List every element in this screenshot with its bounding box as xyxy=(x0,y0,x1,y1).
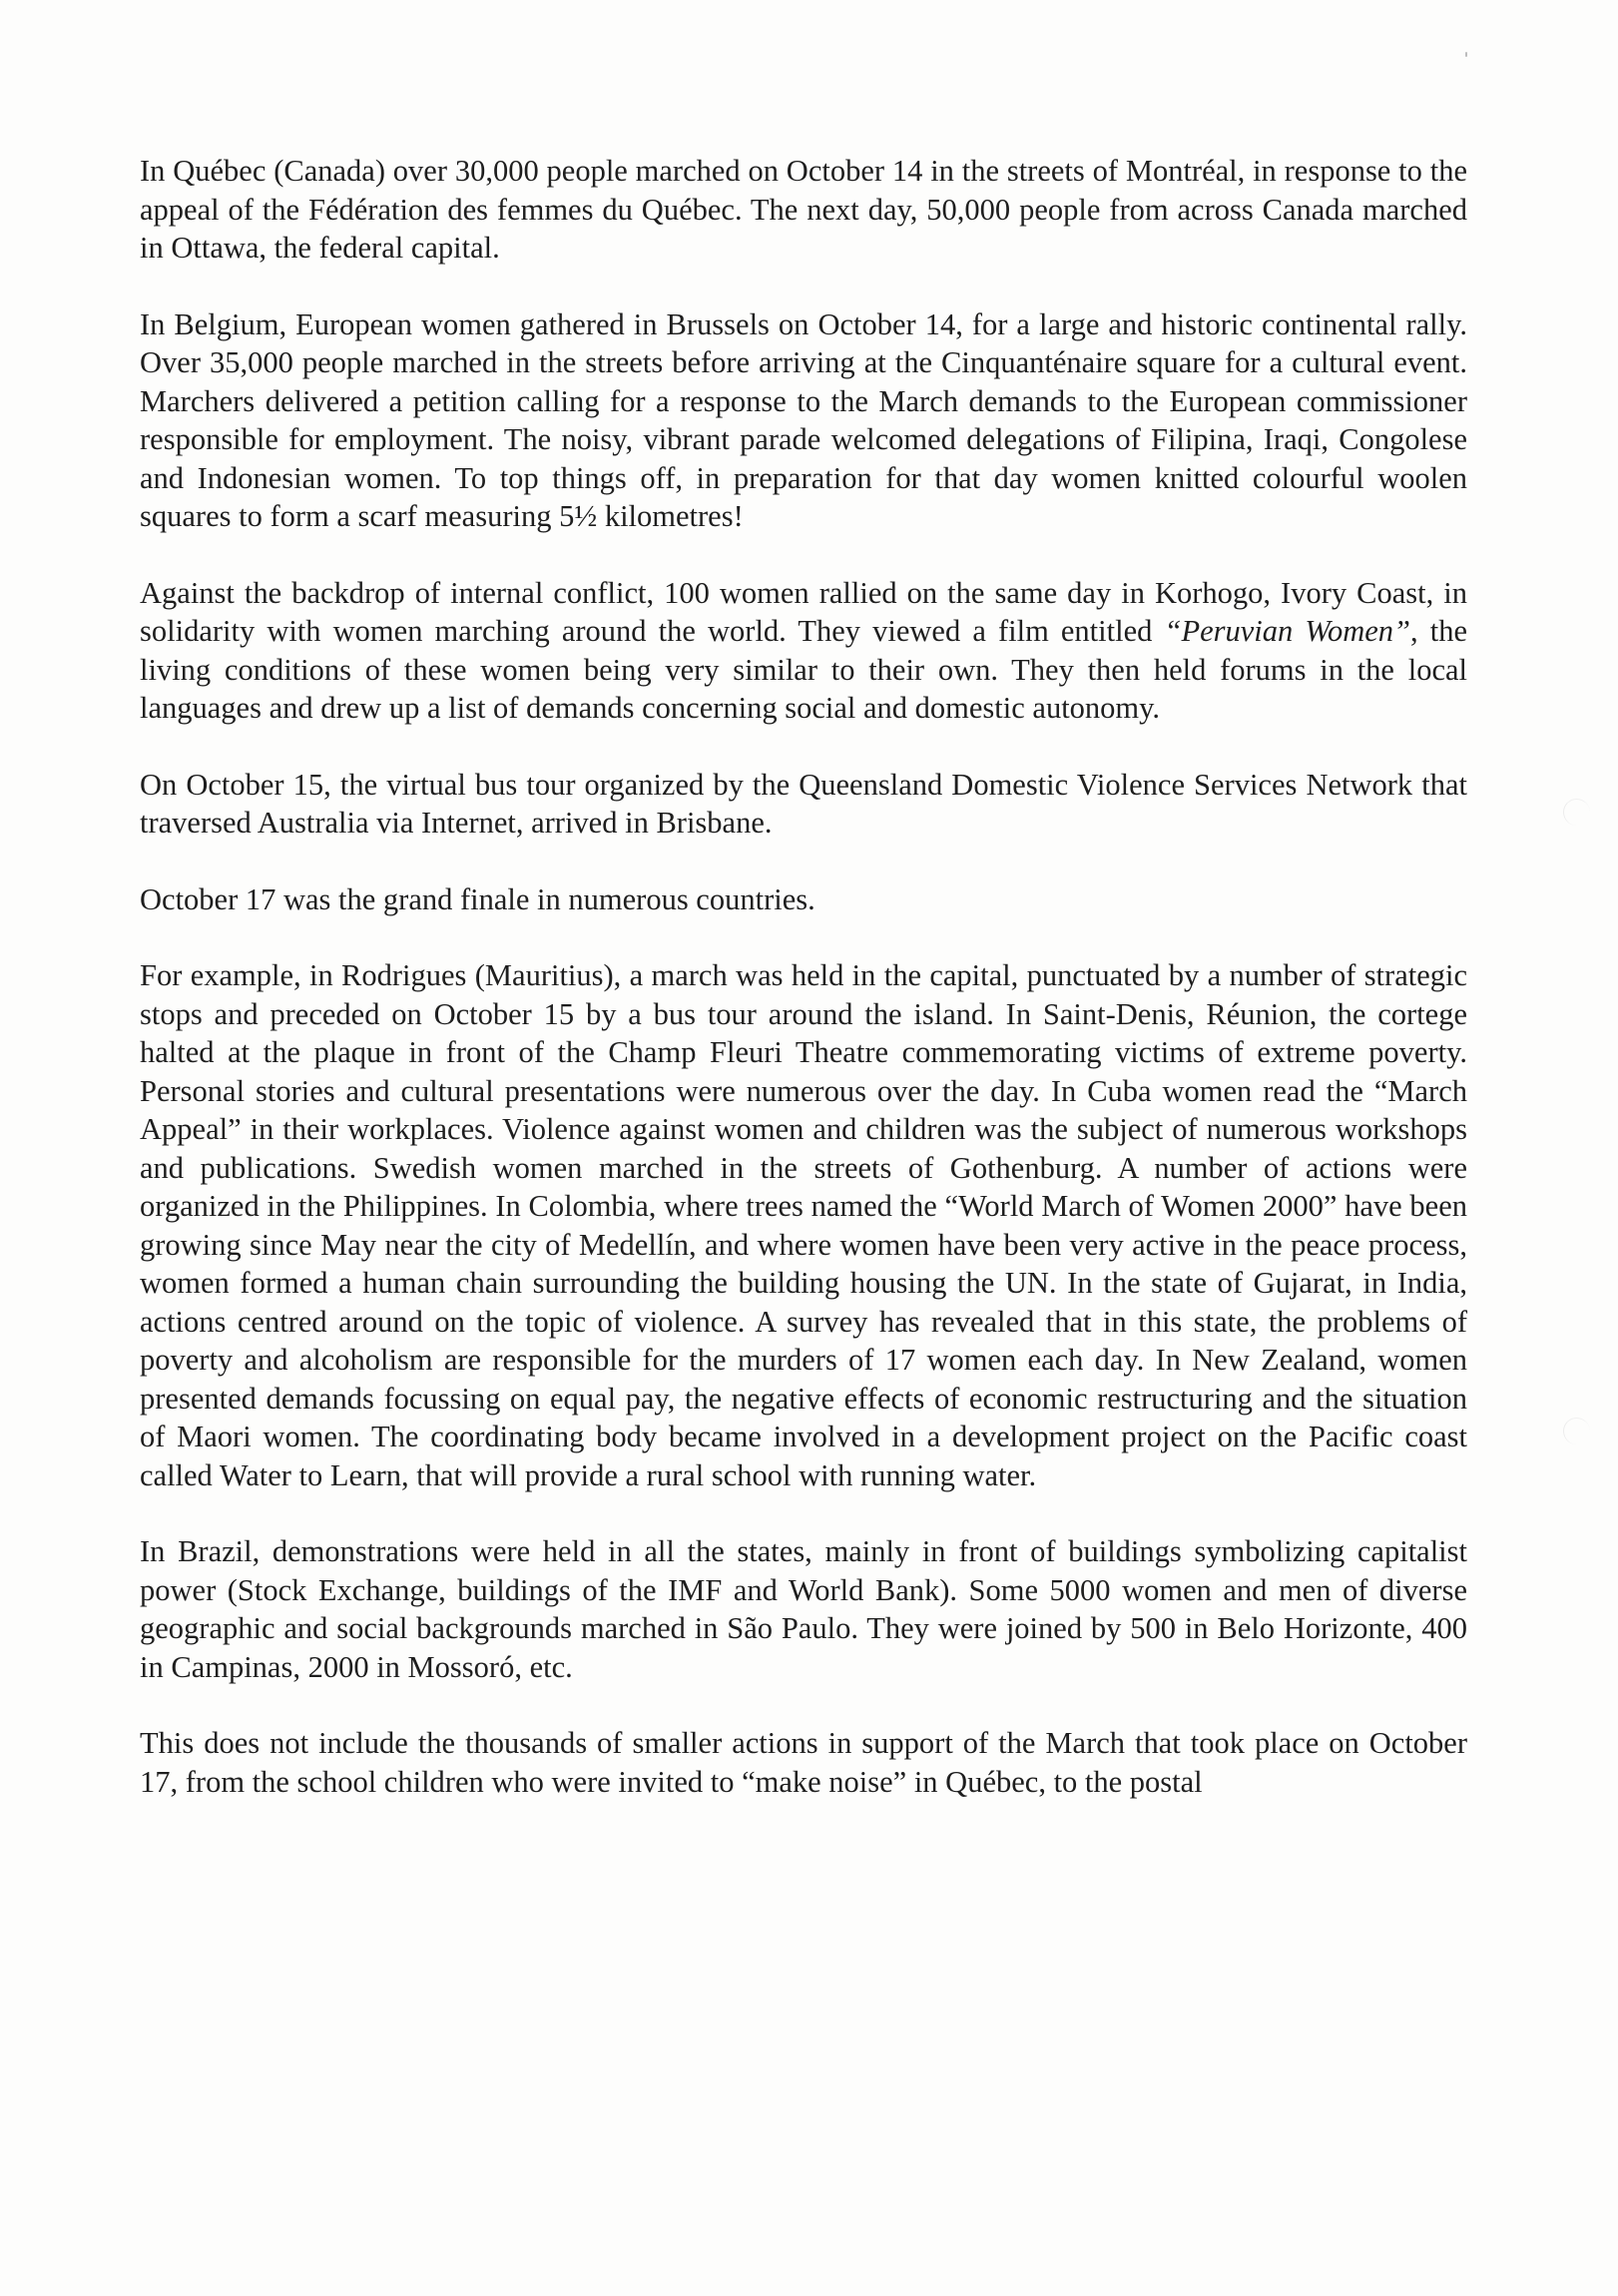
text-run: In Québec (Canada) over 30,000 people marched on October 14 in the streets of Montréal, in response to the appeal of the Fédération des femmes du Québec. The next day, 50,000 people from across Canada marched in Ottawa, the federal capital. xyxy=(140,154,1467,265)
text-run: On October 15, the virtual bus tour organized by the Queensland Domestic Violence Services Network that traversed Australia via Internet, arrived in Brisbane. xyxy=(140,767,1467,840)
scan-artifact xyxy=(1563,1418,1590,1444)
text-run: This does not include the thousands of smaller actions in support of the March that took place on October 17, from the school children who were invited to “make noise” in Québec, to the postal xyxy=(140,1726,1467,1799)
paragraph xyxy=(140,956,1467,1494)
text-run: In Brazil, demonstrations were held in all the states, mainly in front of buildings symbolizing capitalist power (Stock Exchange, buildings of the IMF and World Bank). Some 5000 women and men of diverse geographic and social backgrounds marched in São Paulo. They were joined by 500 in Belo Horizonte, 400 in Campinas, 2000 in Mossoró, etc. xyxy=(140,1534,1467,1684)
paragraph xyxy=(140,152,1467,268)
scan-artifact xyxy=(1563,799,1590,826)
paragraph xyxy=(140,305,1467,536)
paragraph xyxy=(140,766,1467,843)
italic-title: “Peruvian Women” xyxy=(1164,614,1410,648)
text-run: In Belgium, European women gathered in Brussels on October 14, for a large and historic continental rally. Over 35,000 people marched in the streets before arriving at the Cinquanténaire square for a cultural event. Marchers delivered a petition calling for a response to the March demands to the European commissioner responsible for employment. The noisy, vibrant parade welcomed delegations of Filipina, Iraqi, Congolese and Indonesian women. To top things off, in preparation for that day women knitted colourful woolen squares to form a scarf measuring 5½ kilometres! xyxy=(140,306,1467,533)
scan-speck xyxy=(1465,52,1467,57)
paragraph xyxy=(140,880,1467,919)
paragraph xyxy=(140,1532,1467,1686)
document-body xyxy=(140,152,1467,1839)
text-run: For example, in Rodrigues (Mauritius), a march was held in the capital, punctuated by a number of strategic stops and preceded on October 15 by a bus tour around the island. In Saint-Denis, Réunion, the cortege halted at the plaque in front of the Champ Fleuri Theatre commemorating victims of extreme poverty. Personal stories and cultural presentations were numerous over the day. In Cuba women read the “March Appeal” in their workplaces. Violence against women and children was the subject of numerous workshops and publications. Swedish women marched in the streets of Gothenburg. A number of actions were organized in the Philippines. In Colombia, where trees named the “World March of Women 2000” have been growing since May near the city of Medellín, and where women have been very active in the peace process, women formed a human chain surrounding the building housing the UN. In the state of Gujarat, in India, actions centred around on the topic of violence. A survey has revealed that in this state, the problems of poverty and alcoholism are responsible for the murders of 17 women each day. In New Zealand, women presented demands focussing on equal pay, the negative effects of economic restructuring and the situation of Maori women. The coordinating body became involved in a development project on the Pacific coast called Water to Learn, that will provide a rural school with running water. xyxy=(140,958,1467,1492)
text-run: Against the backdrop of internal conflict, 100 women rallied on the same day in Korhogo, Ivory Coast, in solidarity with women marching around the world. They viewed a film entitled xyxy=(140,575,1467,648)
text-run: October 17 was the grand finale in numerous countries. xyxy=(140,881,815,916)
text-run: , the living conditions of these women being very similar to their own. They then held forums in the local languages and drew up a list of demands concerning social and domestic autonomy. xyxy=(140,614,1467,725)
paragraph xyxy=(140,574,1467,728)
paragraph xyxy=(140,1724,1467,1801)
